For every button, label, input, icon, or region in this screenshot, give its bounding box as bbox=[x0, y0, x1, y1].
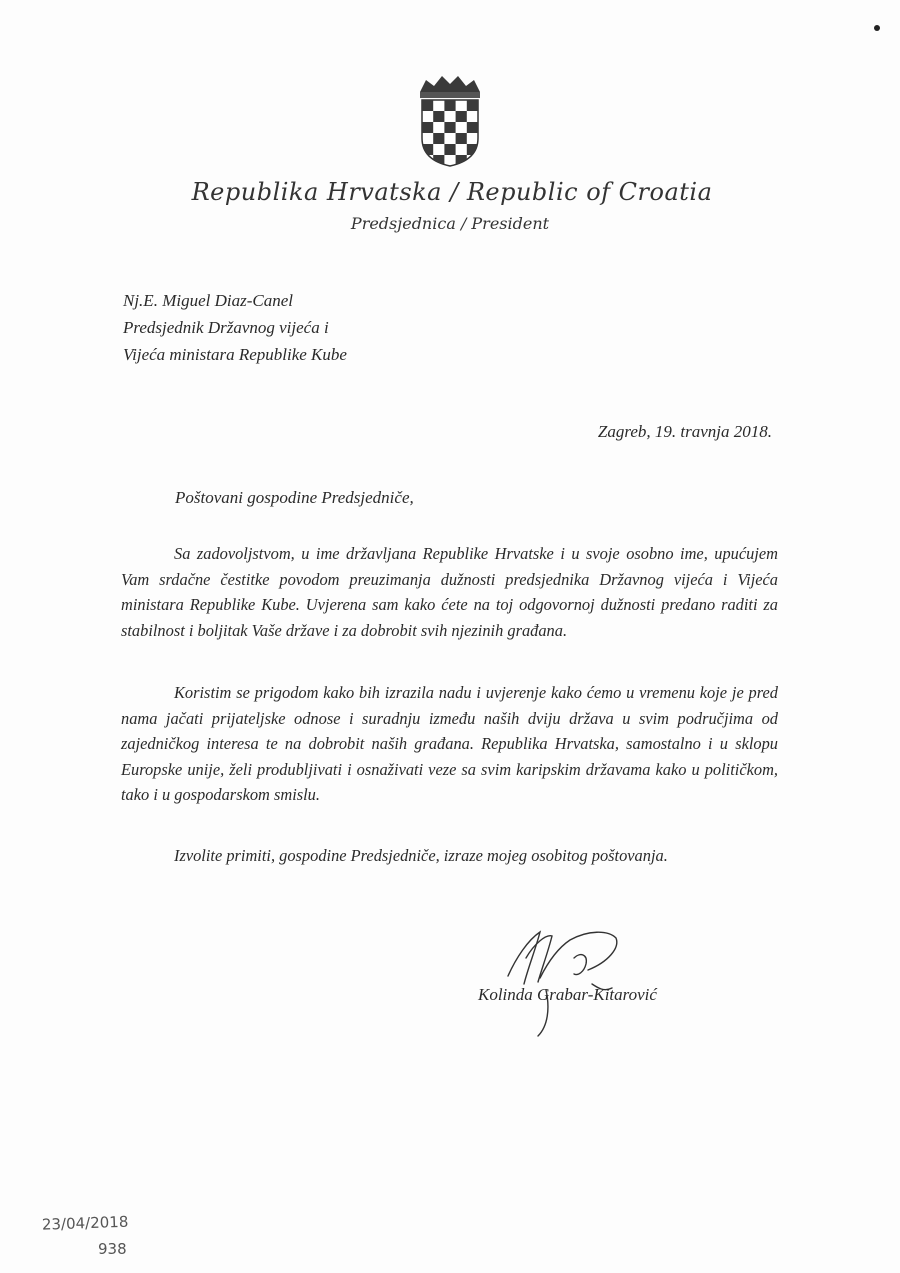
handwritten-signature bbox=[488, 918, 648, 1043]
shield bbox=[422, 100, 478, 166]
checker-square bbox=[422, 100, 433, 111]
address-line-3: Vijeća ministara Republike Kube bbox=[123, 345, 347, 364]
paragraph-3: Izvolite primiti, gospodine Predsjedniče, izraze mojeg osobitog poštovanja. bbox=[174, 846, 668, 865]
handwritten-number: 938 bbox=[98, 1240, 127, 1258]
checker-square bbox=[433, 133, 444, 144]
checker-square bbox=[444, 100, 455, 111]
paragraph-1: Sa zadovoljstvom, u ime državljana Republike Hrvatske i u svoje osobno ime, upućujem Vam srdačne čestitke povodom preuzimanja dužnosti predsjednika Državnog vijeća i Vijeća ministara Republike Kube. Uvjerena sam kako ćete na toj odgovornoj dužnosti predano raditi za stabilnost i boljitak Vaše države i za dobrobit svih njezinih građana. bbox=[121, 544, 778, 640]
handwritten-date: 23/04/2018 bbox=[41, 1212, 129, 1234]
checker-square bbox=[433, 111, 444, 122]
ink-dot bbox=[874, 25, 880, 31]
signatory-name: Kolinda Grabar-Kitarović bbox=[478, 985, 657, 1004]
handwritten-annotation bbox=[40, 1206, 140, 1266]
checker-square bbox=[444, 144, 455, 155]
checker-square bbox=[444, 122, 455, 133]
crown bbox=[420, 76, 480, 98]
letter-date: Zagreb, 19. travnja 2018. bbox=[597, 422, 772, 441]
paragraph-2: Koristim se prigodom kako bih izrazila nadu i uvjerenje kako ćemo u vremenu koje je pred nama jačati prijateljske odnose i suradnju između naših dviju država u svim područjima od zajedničkog interesa te na dobrobit naših građana. Republika Hrvatska, samostalno i u sklopu Europske unije, želi produbljivati i osnaživati veze sa svim karipskim državama kako u političkom, tako i u gospodarskom smislu. bbox=[121, 683, 778, 804]
checker-square bbox=[467, 100, 478, 111]
letterhead-subtitle: Predsjednica / President bbox=[350, 214, 550, 233]
recipient-address bbox=[123, 287, 347, 368]
checker-square bbox=[467, 122, 478, 133]
letterhead-title: Republika Hrvatska / Republic of Croatia bbox=[191, 178, 713, 206]
checker-square bbox=[422, 122, 433, 133]
checker-square bbox=[456, 133, 467, 144]
salutation: Poštovani gospodine Predsjedniče, bbox=[175, 488, 414, 507]
coat-of-arms-icon bbox=[416, 72, 484, 168]
address-line-1: Nj.E. Miguel Diaz-Canel bbox=[123, 291, 293, 310]
address-line-2: Predsjednik Državnog vijeća i bbox=[123, 318, 329, 337]
checker-square bbox=[456, 111, 467, 122]
